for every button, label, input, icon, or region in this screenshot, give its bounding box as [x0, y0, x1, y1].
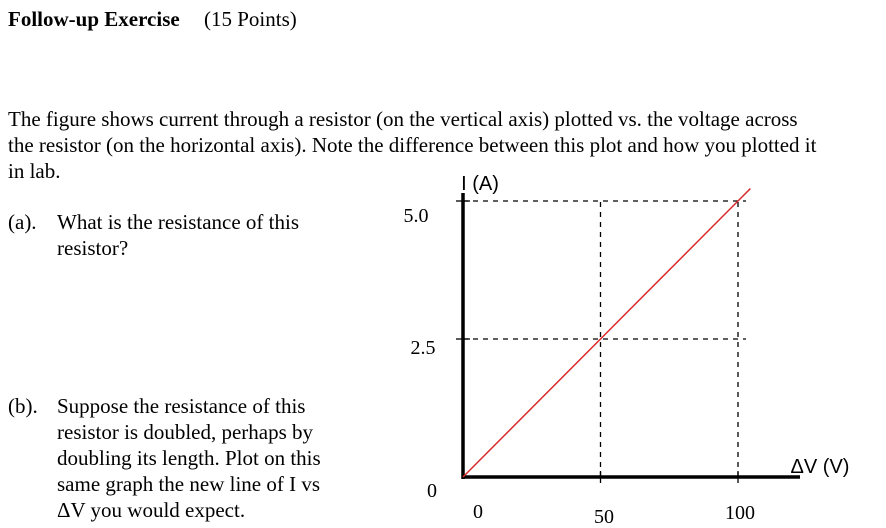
question-b-line: ΔV you would expect. [57, 498, 246, 522]
intro-line: the resistor (on the horizontal axis). Note the difference between this plot and how you plotted it [8, 133, 817, 157]
x-tick-label: 50 [594, 506, 614, 528]
question-a-line: What is the resistance of this [57, 210, 300, 234]
question-a-label: (a). [8, 210, 37, 234]
x-tick-label: 100 [725, 502, 755, 524]
x-axis-label: ΔV (V) [790, 456, 850, 478]
question-b-line: same graph the new line of I vs [57, 472, 321, 496]
y-tick-label: 5.0 [403, 205, 429, 227]
question-b-line: Suppose the resistance of this [57, 394, 306, 418]
exercise-points: (15 Points) [204, 7, 297, 31]
question-b-label: (b). [8, 394, 38, 418]
current-voltage-line-extension [738, 189, 750, 201]
intro-line: in lab. [8, 159, 61, 183]
x-tick-label: 0 [473, 501, 483, 523]
y-tick-label: 2.5 [410, 337, 436, 359]
question-a-line: resistor? [57, 236, 129, 260]
intro-line: The figure shows current through a resistor (on the vertical axis) plotted vs. the voltage across [8, 107, 798, 131]
y-tick-label: 0 [427, 480, 437, 502]
y-axis-label: I (A) [461, 173, 499, 195]
exercise-title: Follow-up Exercise [8, 7, 180, 31]
question-b-line: doubling its length. Plot on this [57, 446, 321, 470]
question-b-line: resistor is doubled, perhaps by [57, 420, 314, 444]
